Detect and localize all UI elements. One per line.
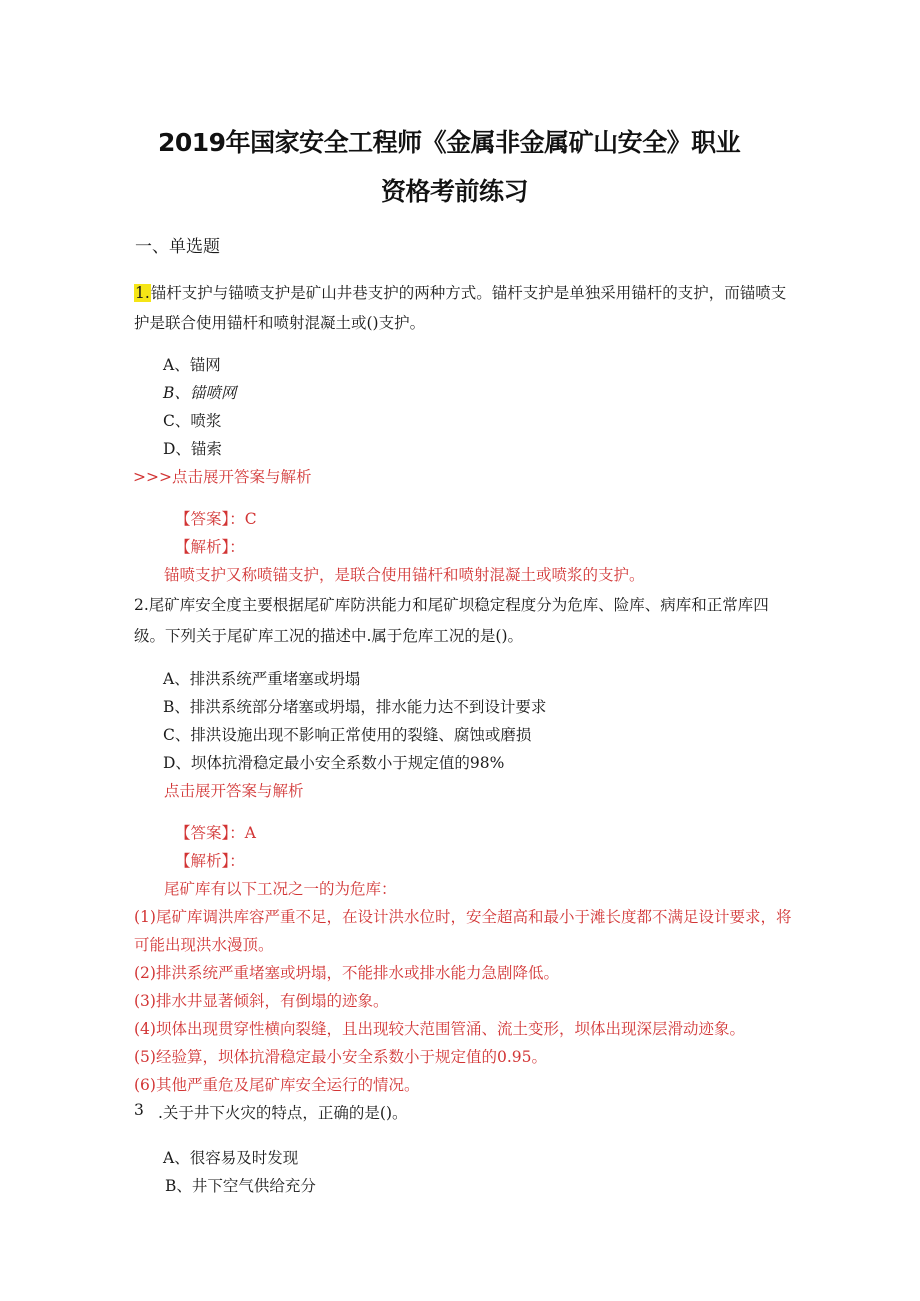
question-2-line-1: 2.尾矿库安全度主要根据尾矿库防洪能力和尾矿坝稳定程度分为危库、险库、病库和正常库四 bbox=[134, 596, 769, 614]
question-2-analysis-intro: 尾矿库有以下工况之一的为危库： bbox=[164, 880, 397, 898]
question-1-option-a: A、锚网 bbox=[163, 356, 221, 374]
question-2-analysis-label: 【解析】： bbox=[175, 852, 245, 870]
section-heading: 一、单选题 bbox=[135, 237, 220, 257]
question-3-number: 3 bbox=[134, 1101, 144, 1119]
question-3-option-a: A、很容易及时发现 bbox=[163, 1149, 299, 1167]
question-2-analysis-item: (3)排水井显著倾斜，有倒塌的迹象。 bbox=[134, 992, 389, 1010]
question-1-analysis-label: 【解析】： bbox=[175, 538, 245, 556]
question-2-answer: 【答案】：A bbox=[175, 824, 256, 842]
question-2-line-2: 级。下列关于尾矿库工况的描述中.属于危库工况的是()。 bbox=[134, 627, 524, 645]
question-2-analysis-item: (1)尾矿库调洪库容严重不足，在设计洪水位时，安全超高和最小于滩长度都不满足设计要求，将 bbox=[134, 908, 792, 926]
document-title-line-1: 2019年国家安全工程师《金属非金属矿山安全》职业 bbox=[158, 128, 741, 157]
question-3-line-1: .关于井下火灾的特点，正确的是()。 bbox=[158, 1104, 408, 1122]
question-1-option-b: B、锚喷网 bbox=[163, 384, 237, 402]
question-2-option-c: C、排洪设施出现不影响正常使用的裂缝、腐蚀或磨损 bbox=[163, 726, 532, 744]
question-2-analysis-item: 可能出现洪水漫顶。 bbox=[134, 936, 274, 954]
question-2-option-a: A、排洪系统严重堵塞或坍塌 bbox=[163, 670, 361, 688]
question-2-analysis-item: (4)坝体出现贯穿性横向裂缝，且出现较大范围管涌、流土变形，坝体出现深层滑动迹象。 bbox=[134, 1020, 745, 1038]
question-1-answer: 【答案】：C bbox=[175, 510, 257, 528]
question-2-analysis-item: (5)经验算，坝体抗滑稳定最小安全系数小于规定值的0.95。 bbox=[134, 1048, 547, 1066]
question-2-option-b: B、排洪系统部分堵塞或坍塌，排水能力达不到设计要求 bbox=[163, 698, 547, 716]
question-1-option-c: C、喷浆 bbox=[163, 412, 222, 430]
question-1-number: 1. bbox=[135, 284, 150, 302]
question-1-expand-link[interactable]: >>>点击展开答案与解析 bbox=[133, 468, 312, 486]
question-1-analysis: 锚喷支护又称喷锚支护，是联合使用锚杆和喷射混凝土或喷浆的支护。 bbox=[164, 566, 645, 584]
question-1-line-1: 1.锚杆支护与锚喷支护是矿山井巷支护的两种方式。锚杆支护是单独采用锚杆的支护，而锚喷支 bbox=[135, 284, 787, 302]
question-2-analysis-item: (6)其他严重危及尾矿库安全运行的情况。 bbox=[134, 1076, 420, 1094]
question-3-option-b: B、井下空气供给充分 bbox=[165, 1177, 316, 1195]
document-title-line-2: 资格考前练习 bbox=[381, 177, 529, 206]
question-2-analysis-item: (2)排洪系统严重堵塞或坍塌，不能排水或排水能力急剧降低。 bbox=[134, 964, 559, 982]
question-1-option-d: D、锚索 bbox=[163, 440, 222, 458]
question-2-expand-link[interactable]: 点击展开答案与解析 bbox=[164, 782, 304, 800]
question-2-option-d: D、坝体抗滑稳定最小安全系数小于规定值的98% bbox=[163, 754, 505, 772]
question-1-line-2: 护是联合使用锚杆和喷射混凝土或()支护。 bbox=[134, 314, 426, 332]
